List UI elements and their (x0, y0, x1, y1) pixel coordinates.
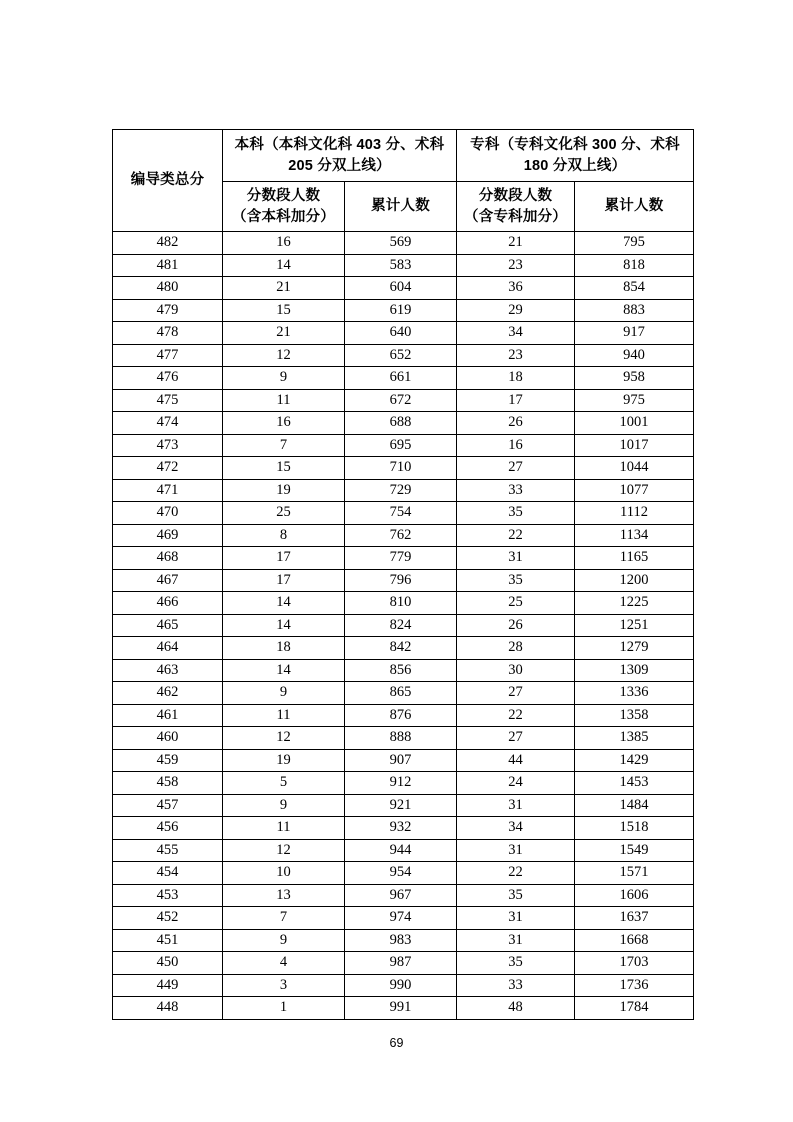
cell-zhuanke-cumulative-count: 1077 (575, 479, 694, 502)
cell-zhuanke-cumulative-count: 1429 (575, 749, 694, 772)
table-row (113, 727, 694, 750)
table-row (113, 389, 694, 412)
cell-total-score: 466 (113, 592, 223, 615)
cell-zhuanke-segment-count: 21 (457, 232, 575, 255)
cell-total-score: 476 (113, 367, 223, 390)
cell-benke-segment-count: 12 (223, 344, 345, 367)
cell-total-score: 449 (113, 974, 223, 997)
cell-benke-segment-count: 11 (223, 817, 345, 840)
cell-zhuanke-segment-count: 28 (457, 637, 575, 660)
cell-benke-cumulative-count: 779 (345, 547, 457, 570)
cell-total-score: 479 (113, 299, 223, 322)
column-header-zhuanke-cumulative-count (575, 182, 694, 232)
cell-benke-segment-count: 7 (223, 907, 345, 930)
cell-benke-cumulative-count: 583 (345, 254, 457, 277)
cell-benke-segment-count: 1 (223, 997, 345, 1020)
cell-benke-cumulative-count: 974 (345, 907, 457, 930)
cell-benke-cumulative-count: 810 (345, 592, 457, 615)
cell-benke-segment-count: 21 (223, 322, 345, 345)
cell-total-score: 458 (113, 772, 223, 795)
table-row (113, 502, 694, 525)
cell-total-score: 473 (113, 434, 223, 457)
cell-benke-segment-count: 19 (223, 749, 345, 772)
cell-benke-cumulative-count: 754 (345, 502, 457, 525)
subheader-line-1: 分数段人数 (246, 187, 321, 204)
cell-zhuanke-cumulative-count: 1484 (575, 794, 694, 817)
cell-benke-cumulative-count: 796 (345, 569, 457, 592)
table-row (113, 637, 694, 660)
cell-benke-cumulative-count: 569 (345, 232, 457, 255)
cell-total-score: 471 (113, 479, 223, 502)
cell-benke-cumulative-count: 983 (345, 929, 457, 952)
cell-zhuanke-cumulative-count: 1571 (575, 862, 694, 885)
cell-total-score: 463 (113, 659, 223, 682)
table-row (113, 952, 694, 975)
cell-benke-segment-count: 9 (223, 682, 345, 705)
cell-total-score: 462 (113, 682, 223, 705)
cell-total-score: 450 (113, 952, 223, 975)
cell-zhuanke-segment-count: 22 (457, 862, 575, 885)
table-row (113, 997, 694, 1020)
cell-benke-segment-count: 7 (223, 434, 345, 457)
table-row (113, 704, 694, 727)
cell-zhuanke-segment-count: 27 (457, 457, 575, 480)
cell-benke-cumulative-count: 865 (345, 682, 457, 705)
subheader-line-2: （含专科加分） (464, 208, 567, 225)
cell-zhuanke-cumulative-count: 795 (575, 232, 694, 255)
cell-zhuanke-segment-count: 31 (457, 929, 575, 952)
cell-benke-cumulative-count: 688 (345, 412, 457, 435)
table-row (113, 344, 694, 367)
cell-zhuanke-cumulative-count: 1017 (575, 434, 694, 457)
cell-zhuanke-cumulative-count: 1251 (575, 614, 694, 637)
cell-benke-segment-count: 11 (223, 389, 345, 412)
subheader-line-1: 累计人数 (371, 198, 430, 215)
cell-benke-segment-count: 15 (223, 457, 345, 480)
table-row (113, 569, 694, 592)
cell-zhuanke-cumulative-count: 940 (575, 344, 694, 367)
table-row (113, 547, 694, 570)
table-row (113, 479, 694, 502)
cell-benke-segment-count: 11 (223, 704, 345, 727)
cell-zhuanke-cumulative-count: 883 (575, 299, 694, 322)
cell-zhuanke-cumulative-count: 917 (575, 322, 694, 345)
cell-zhuanke-segment-count: 22 (457, 524, 575, 547)
cell-zhuanke-cumulative-count: 1112 (575, 502, 694, 525)
column-header-total-score: 编导类总分 (113, 130, 223, 232)
cell-benke-cumulative-count: 954 (345, 862, 457, 885)
cell-zhuanke-segment-count: 34 (457, 817, 575, 840)
cell-total-score: 477 (113, 344, 223, 367)
cell-total-score: 454 (113, 862, 223, 885)
cell-zhuanke-segment-count: 34 (457, 322, 575, 345)
cell-benke-cumulative-count: 888 (345, 727, 457, 750)
cell-zhuanke-cumulative-count: 1358 (575, 704, 694, 727)
cell-benke-cumulative-count: 990 (345, 974, 457, 997)
cell-benke-segment-count: 16 (223, 232, 345, 255)
column-header-benke-segment-count (223, 182, 345, 232)
cell-zhuanke-cumulative-count: 1001 (575, 412, 694, 435)
table-row (113, 862, 694, 885)
cell-benke-cumulative-count: 672 (345, 389, 457, 412)
cell-benke-segment-count: 18 (223, 637, 345, 660)
cell-total-score: 474 (113, 412, 223, 435)
cell-zhuanke-segment-count: 23 (457, 344, 575, 367)
cell-zhuanke-cumulative-count: 1453 (575, 772, 694, 795)
cell-benke-cumulative-count: 907 (345, 749, 457, 772)
cell-benke-cumulative-count: 729 (345, 479, 457, 502)
cell-total-score: 461 (113, 704, 223, 727)
cell-benke-segment-count: 12 (223, 839, 345, 862)
column-header-benke-cumulative-count (345, 182, 457, 232)
cell-benke-segment-count: 3 (223, 974, 345, 997)
cell-zhuanke-cumulative-count: 1703 (575, 952, 694, 975)
cell-total-score: 472 (113, 457, 223, 480)
cell-zhuanke-segment-count: 25 (457, 592, 575, 615)
table-row (113, 659, 694, 682)
score-distribution-table (112, 129, 694, 1020)
table-row (113, 232, 694, 255)
table-row (113, 749, 694, 772)
table-row (113, 839, 694, 862)
cell-benke-cumulative-count: 824 (345, 614, 457, 637)
cell-total-score: 460 (113, 727, 223, 750)
cell-benke-segment-count: 9 (223, 367, 345, 390)
cell-total-score: 464 (113, 637, 223, 660)
cell-benke-cumulative-count: 987 (345, 952, 457, 975)
cell-total-score: 465 (113, 614, 223, 637)
cell-zhuanke-segment-count: 31 (457, 794, 575, 817)
cell-zhuanke-segment-count: 31 (457, 547, 575, 570)
table-header-row-groups (113, 130, 694, 182)
cell-benke-segment-count: 14 (223, 254, 345, 277)
cell-zhuanke-cumulative-count: 1518 (575, 817, 694, 840)
cell-total-score: 452 (113, 907, 223, 930)
cell-benke-segment-count: 10 (223, 862, 345, 885)
table-row (113, 524, 694, 547)
cell-zhuanke-cumulative-count: 1736 (575, 974, 694, 997)
cell-total-score: 448 (113, 997, 223, 1020)
cell-benke-segment-count: 5 (223, 772, 345, 795)
cell-zhuanke-cumulative-count: 1336 (575, 682, 694, 705)
table-row (113, 457, 694, 480)
table-row (113, 412, 694, 435)
cell-benke-cumulative-count: 967 (345, 884, 457, 907)
cell-zhuanke-segment-count: 29 (457, 299, 575, 322)
cell-benke-cumulative-count: 604 (345, 277, 457, 300)
cell-zhuanke-cumulative-count: 958 (575, 367, 694, 390)
cell-zhuanke-segment-count: 23 (457, 254, 575, 277)
cell-zhuanke-cumulative-count: 1385 (575, 727, 694, 750)
cell-benke-segment-count: 19 (223, 479, 345, 502)
group-header-zhuanke: 专科（专科文化科 300 分、术科 180 分双上线） (457, 130, 694, 182)
cell-benke-cumulative-count: 710 (345, 457, 457, 480)
cell-benke-cumulative-count: 762 (345, 524, 457, 547)
cell-total-score: 451 (113, 929, 223, 952)
cell-zhuanke-segment-count: 27 (457, 727, 575, 750)
cell-zhuanke-cumulative-count: 854 (575, 277, 694, 300)
cell-zhuanke-segment-count: 17 (457, 389, 575, 412)
cell-benke-cumulative-count: 695 (345, 434, 457, 457)
table-row (113, 884, 694, 907)
cell-zhuanke-cumulative-count: 1309 (575, 659, 694, 682)
cell-zhuanke-cumulative-count: 1200 (575, 569, 694, 592)
table-row (113, 974, 694, 997)
table-row (113, 929, 694, 952)
cell-zhuanke-segment-count: 22 (457, 704, 575, 727)
cell-benke-cumulative-count: 842 (345, 637, 457, 660)
cell-zhuanke-cumulative-count: 1279 (575, 637, 694, 660)
cell-zhuanke-segment-count: 30 (457, 659, 575, 682)
table-row (113, 772, 694, 795)
table-row (113, 794, 694, 817)
cell-total-score: 470 (113, 502, 223, 525)
cell-zhuanke-segment-count: 31 (457, 907, 575, 930)
table-row (113, 434, 694, 457)
cell-total-score: 468 (113, 547, 223, 570)
cell-benke-segment-count: 17 (223, 569, 345, 592)
cell-total-score: 453 (113, 884, 223, 907)
cell-benke-segment-count: 8 (223, 524, 345, 547)
table-row (113, 277, 694, 300)
cell-zhuanke-segment-count: 26 (457, 614, 575, 637)
cell-benke-segment-count: 9 (223, 794, 345, 817)
table-header (113, 130, 694, 232)
cell-benke-segment-count: 9 (223, 929, 345, 952)
column-header-zhuanke-segment-count (457, 182, 575, 232)
cell-zhuanke-segment-count: 36 (457, 277, 575, 300)
cell-zhuanke-segment-count: 44 (457, 749, 575, 772)
cell-benke-segment-count: 14 (223, 659, 345, 682)
cell-total-score: 469 (113, 524, 223, 547)
cell-zhuanke-cumulative-count: 1134 (575, 524, 694, 547)
table-row (113, 907, 694, 930)
cell-zhuanke-segment-count: 35 (457, 569, 575, 592)
table-row (113, 817, 694, 840)
cell-benke-segment-count: 15 (223, 299, 345, 322)
cell-total-score: 480 (113, 277, 223, 300)
cell-benke-segment-count: 25 (223, 502, 345, 525)
table-row (113, 367, 694, 390)
cell-benke-segment-count: 17 (223, 547, 345, 570)
cell-zhuanke-cumulative-count: 1668 (575, 929, 694, 952)
cell-benke-cumulative-count: 640 (345, 322, 457, 345)
subheader-line-1: 累计人数 (604, 198, 664, 215)
cell-benke-cumulative-count: 661 (345, 367, 457, 390)
cell-zhuanke-cumulative-count: 1606 (575, 884, 694, 907)
cell-zhuanke-segment-count: 26 (457, 412, 575, 435)
cell-zhuanke-segment-count: 16 (457, 434, 575, 457)
cell-zhuanke-segment-count: 35 (457, 884, 575, 907)
cell-zhuanke-cumulative-count: 1637 (575, 907, 694, 930)
cell-zhuanke-cumulative-count: 1044 (575, 457, 694, 480)
cell-benke-segment-count: 14 (223, 614, 345, 637)
cell-zhuanke-cumulative-count: 1225 (575, 592, 694, 615)
cell-benke-cumulative-count: 912 (345, 772, 457, 795)
table-row (113, 592, 694, 615)
cell-zhuanke-segment-count: 31 (457, 839, 575, 862)
subheader-line-2: （含本科加分） (232, 208, 335, 225)
cell-total-score: 475 (113, 389, 223, 412)
cell-zhuanke-segment-count: 33 (457, 479, 575, 502)
table-row (113, 254, 694, 277)
subheader-line-1: 分数段人数 (478, 187, 553, 204)
table-body (113, 232, 694, 1020)
cell-benke-segment-count: 14 (223, 592, 345, 615)
cell-zhuanke-segment-count: 35 (457, 952, 575, 975)
table-row (113, 299, 694, 322)
cell-benke-segment-count: 4 (223, 952, 345, 975)
cell-benke-cumulative-count: 991 (345, 997, 457, 1020)
cell-benke-segment-count: 13 (223, 884, 345, 907)
cell-zhuanke-cumulative-count: 975 (575, 389, 694, 412)
cell-total-score: 481 (113, 254, 223, 277)
cell-benke-segment-count: 12 (223, 727, 345, 750)
cell-benke-cumulative-count: 652 (345, 344, 457, 367)
cell-zhuanke-segment-count: 24 (457, 772, 575, 795)
cell-benke-cumulative-count: 876 (345, 704, 457, 727)
cell-zhuanke-cumulative-count: 1165 (575, 547, 694, 570)
table-row (113, 322, 694, 345)
cell-zhuanke-segment-count: 35 (457, 502, 575, 525)
cell-total-score: 478 (113, 322, 223, 345)
table-row (113, 682, 694, 705)
cell-total-score: 455 (113, 839, 223, 862)
table-row (113, 614, 694, 637)
page-number: 69 (389, 1036, 404, 1050)
cell-total-score: 456 (113, 817, 223, 840)
cell-total-score: 467 (113, 569, 223, 592)
cell-benke-cumulative-count: 921 (345, 794, 457, 817)
cell-zhuanke-segment-count: 33 (457, 974, 575, 997)
group-header-benke: 本科（本科文化科 403 分、术科 205 分双上线） (223, 130, 457, 182)
cell-zhuanke-segment-count: 27 (457, 682, 575, 705)
cell-benke-cumulative-count: 932 (345, 817, 457, 840)
cell-zhuanke-cumulative-count: 1549 (575, 839, 694, 862)
cell-benke-cumulative-count: 619 (345, 299, 457, 322)
cell-zhuanke-cumulative-count: 1784 (575, 997, 694, 1020)
cell-benke-segment-count: 21 (223, 277, 345, 300)
cell-total-score: 457 (113, 794, 223, 817)
cell-benke-cumulative-count: 856 (345, 659, 457, 682)
cell-benke-segment-count: 16 (223, 412, 345, 435)
cell-zhuanke-cumulative-count: 818 (575, 254, 694, 277)
cell-benke-cumulative-count: 944 (345, 839, 457, 862)
cell-total-score: 482 (113, 232, 223, 255)
cell-total-score: 459 (113, 749, 223, 772)
cell-zhuanke-segment-count: 48 (457, 997, 575, 1020)
cell-zhuanke-segment-count: 18 (457, 367, 575, 390)
